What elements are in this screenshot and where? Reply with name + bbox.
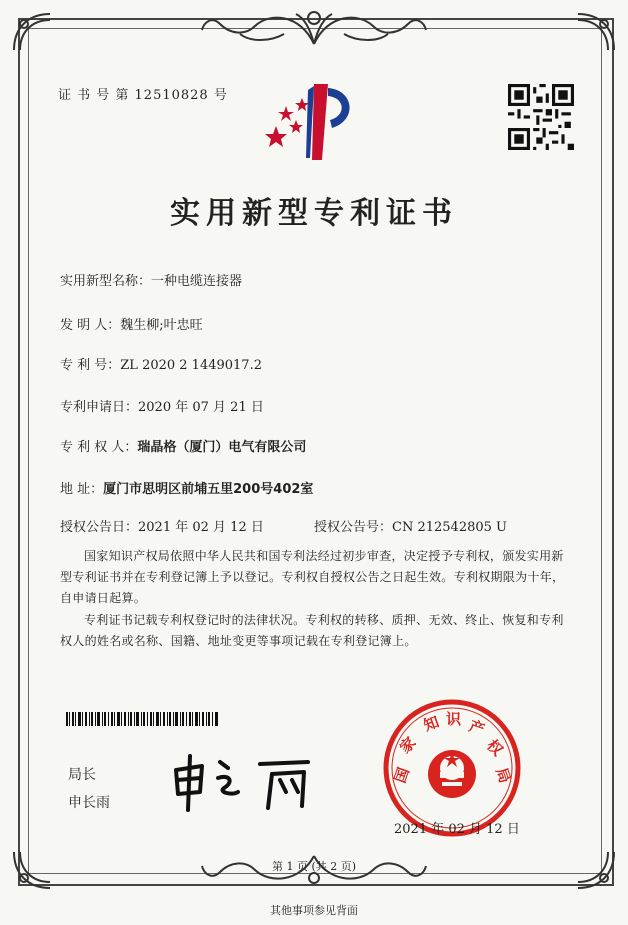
field-label: 授权公告日： — [60, 520, 139, 535]
field-label: 发 明 人： — [60, 318, 121, 333]
svg-text:权: 权 — [483, 736, 507, 760]
barcode — [66, 712, 218, 726]
svg-text:知: 知 — [421, 712, 442, 735]
field-value: 厦门市思明区前埔五里200号402室 — [103, 482, 314, 497]
official-seal — [382, 698, 522, 838]
field-grant-number — [314, 516, 507, 535]
certificate-title: 实用新型专利证书 — [170, 196, 458, 231]
page-number: 第 1 页 (共 2 页) — [271, 860, 357, 873]
field-label: 专 利 号： — [60, 358, 121, 373]
field-value: 一种电缆连接器 — [151, 274, 243, 289]
field-value: 2020 年 07 月 21 日 — [138, 400, 264, 415]
svg-text:局: 局 — [492, 765, 515, 786]
field-grant-date — [60, 516, 264, 535]
top-ornament — [200, 4, 428, 48]
field-address — [60, 478, 313, 497]
field-value: 2021 年 02 月 12 日 — [138, 520, 264, 535]
svg-text:国: 国 — [390, 765, 413, 786]
legal-paragraph: 国家知识产权局依照中华人民共和国专利法经过初步审查，决定授予专利权，颁发实用新型专利证书并在专利登记簿上予以登记。专利权自授权公告之日起生效。专利权期限为十年，自申请日起算。 — [60, 549, 565, 605]
certificate-number: 证 书 号 第 12510828 号 — [58, 88, 228, 103]
signatory-title: 局长 — [68, 767, 96, 783]
signatory-name: 申长雨 — [68, 795, 110, 811]
field-value: 瑞晶格（厦门）电气有限公司 — [137, 440, 307, 455]
field-patentee — [60, 436, 306, 455]
field-filing-date — [60, 396, 264, 415]
qr-code — [508, 84, 574, 150]
field-inventor — [60, 314, 203, 333]
svg-text:产: 产 — [466, 716, 487, 739]
svg-text:家: 家 — [396, 733, 420, 757]
corner-ornament — [574, 10, 618, 54]
field-label: 地 址： — [60, 482, 104, 497]
field-value: ZL 2020 2 1449017.2 — [120, 358, 262, 373]
handwritten-signature — [168, 752, 328, 812]
field-value: 魏生柳;叶忠旺 — [120, 318, 203, 333]
field-value: CN 212542805 U — [392, 520, 507, 535]
svg-text:识: 识 — [446, 710, 462, 728]
field-patent-number — [60, 354, 262, 373]
seal-date: 2021 年 02 月 12 日 — [394, 822, 520, 837]
legal-paragraph: 专利证书记载专利权登记时的法律状况。专利权的转移、质押、无效、终止、恢复和专利权人的姓名或名称、国籍、地址变更等事项记载在专利登记簿上。 — [60, 613, 564, 648]
patent-office-emblem — [262, 80, 362, 166]
field-label: 专利申请日： — [60, 400, 139, 415]
footer-note: 其他事项参见背面 — [270, 904, 358, 917]
field-label: 专 利 权 人： — [60, 440, 138, 455]
field-utility-model-name — [60, 270, 242, 289]
field-label: 授权公告号： — [314, 520, 393, 535]
field-label: 实用新型名称： — [60, 274, 152, 289]
corner-ornament — [10, 10, 54, 54]
